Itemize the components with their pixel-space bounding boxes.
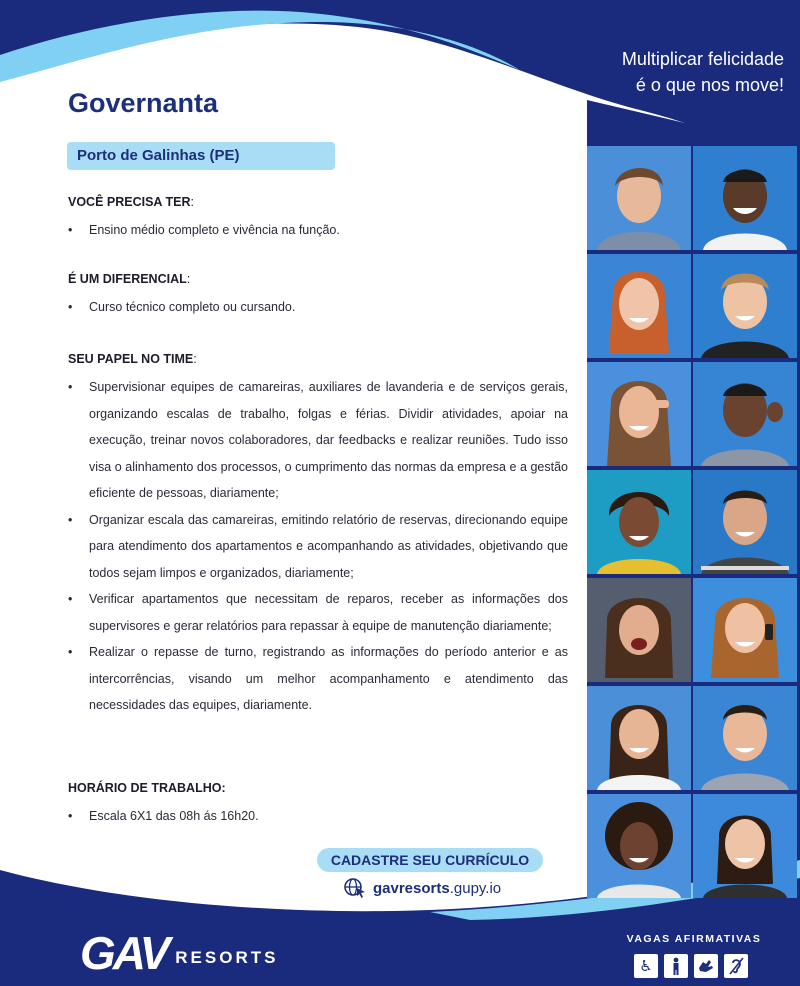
- portrait-photo: [693, 686, 797, 790]
- portrait-photo: [693, 146, 797, 250]
- bullet-list: [68, 217, 568, 244]
- list-item: • Supervisionar equipes de camareiras, auxiliares de lavanderia e de serviços gerais, organizando escalas de trabalho, folgas e férias. Dividir atividades, apoiar na execução, treinar novos colaboradores, dar feedbacks e realizar reuniões. Tudo isso visa o alinhamento dos processos, o cumprimento das normas da empresa e a gestão eficiente de pessoas, diariamente;: [68, 374, 568, 507]
- location-badge: Porto de Galinhas (PE): [67, 142, 335, 170]
- tagline: [554, 46, 784, 98]
- bullet-list: [68, 374, 568, 719]
- portrait-photo: [587, 146, 691, 250]
- list-item: • Escala 6X1 das 08h ás 16h20.: [68, 803, 568, 830]
- portrait-photo: [693, 794, 797, 898]
- portrait-photo: [693, 362, 797, 466]
- section-schedule: [68, 781, 568, 830]
- hearing-impaired-icon: [724, 954, 748, 978]
- register-cv-button[interactable]: CADASTRE SEU CURRÍCULO: [317, 848, 543, 872]
- wheelchair-icon: ♿: [634, 954, 658, 978]
- gav-resorts-logo: [80, 927, 279, 979]
- portrait-photo: [587, 362, 691, 466]
- url-suffix: .gupy.io: [449, 879, 502, 897]
- logo-wordmark: RESORTS: [175, 948, 279, 967]
- section-differential: [68, 272, 568, 321]
- list-item: • Organizar escala das camareiras, emitindo relatório de reservas, direcionando equipe para atendimento dos apartamentos e acompanhando as atividades, objetivando que todos sejam limpos e organizados, diariamente;: [68, 507, 568, 587]
- logo-mark: GAV: [80, 927, 168, 979]
- bullet-list: [68, 294, 568, 321]
- portrait-photo: [693, 254, 797, 358]
- careers-link[interactable]: [343, 876, 501, 900]
- list-item: • Verificar apartamentos que necessitam de reparos, receber as informações dos supervisores e gerar relatórios para repassar à equipe de manutenção diariamente;: [68, 586, 568, 639]
- portrait-photo: [587, 470, 691, 574]
- section-role: [68, 352, 568, 719]
- list-item: • Realizar o repasse de turno, registrando as informações do período anterior e as intercorrências, visando um melhor acompanhamento e atendimento das necessidades das equipes, diariamente.: [68, 639, 568, 719]
- portrait-photo: [587, 686, 691, 790]
- sign-language-icon: [694, 954, 718, 978]
- tagline-line-2: é o que nos move!: [635, 75, 784, 95]
- bullet-list: [68, 803, 568, 830]
- globe-cursor-icon: [343, 877, 367, 899]
- tagline-line-1: Multiplicar felicidade: [621, 49, 784, 69]
- section-heading: SEU PAPEL NO TIME:: [68, 352, 197, 366]
- portrait-photo: [693, 578, 797, 682]
- affirmative-label: VAGAS AFIRMATIVAS: [626, 933, 762, 945]
- portrait-photo: [587, 794, 691, 898]
- affirmative-icons: [634, 954, 748, 978]
- portrait-photo: [693, 470, 797, 574]
- url-domain: gavresorts: [373, 879, 450, 897]
- job-title: Governanta: [68, 88, 219, 118]
- list-item: • Ensino médio completo e vivência na função.: [68, 217, 568, 244]
- person-icon: [664, 954, 688, 978]
- portrait-photo: [587, 578, 691, 682]
- list-item: • Curso técnico completo ou cursando.: [68, 294, 568, 321]
- section-heading: VOCÊ PRECISA TER:: [68, 195, 194, 209]
- section-requirements: [68, 195, 568, 244]
- portrait-photo: [587, 254, 691, 358]
- section-heading: É UM DIFERENCIAL:: [68, 272, 191, 286]
- section-heading: HORÁRIO DE TRABALHO:: [68, 781, 226, 795]
